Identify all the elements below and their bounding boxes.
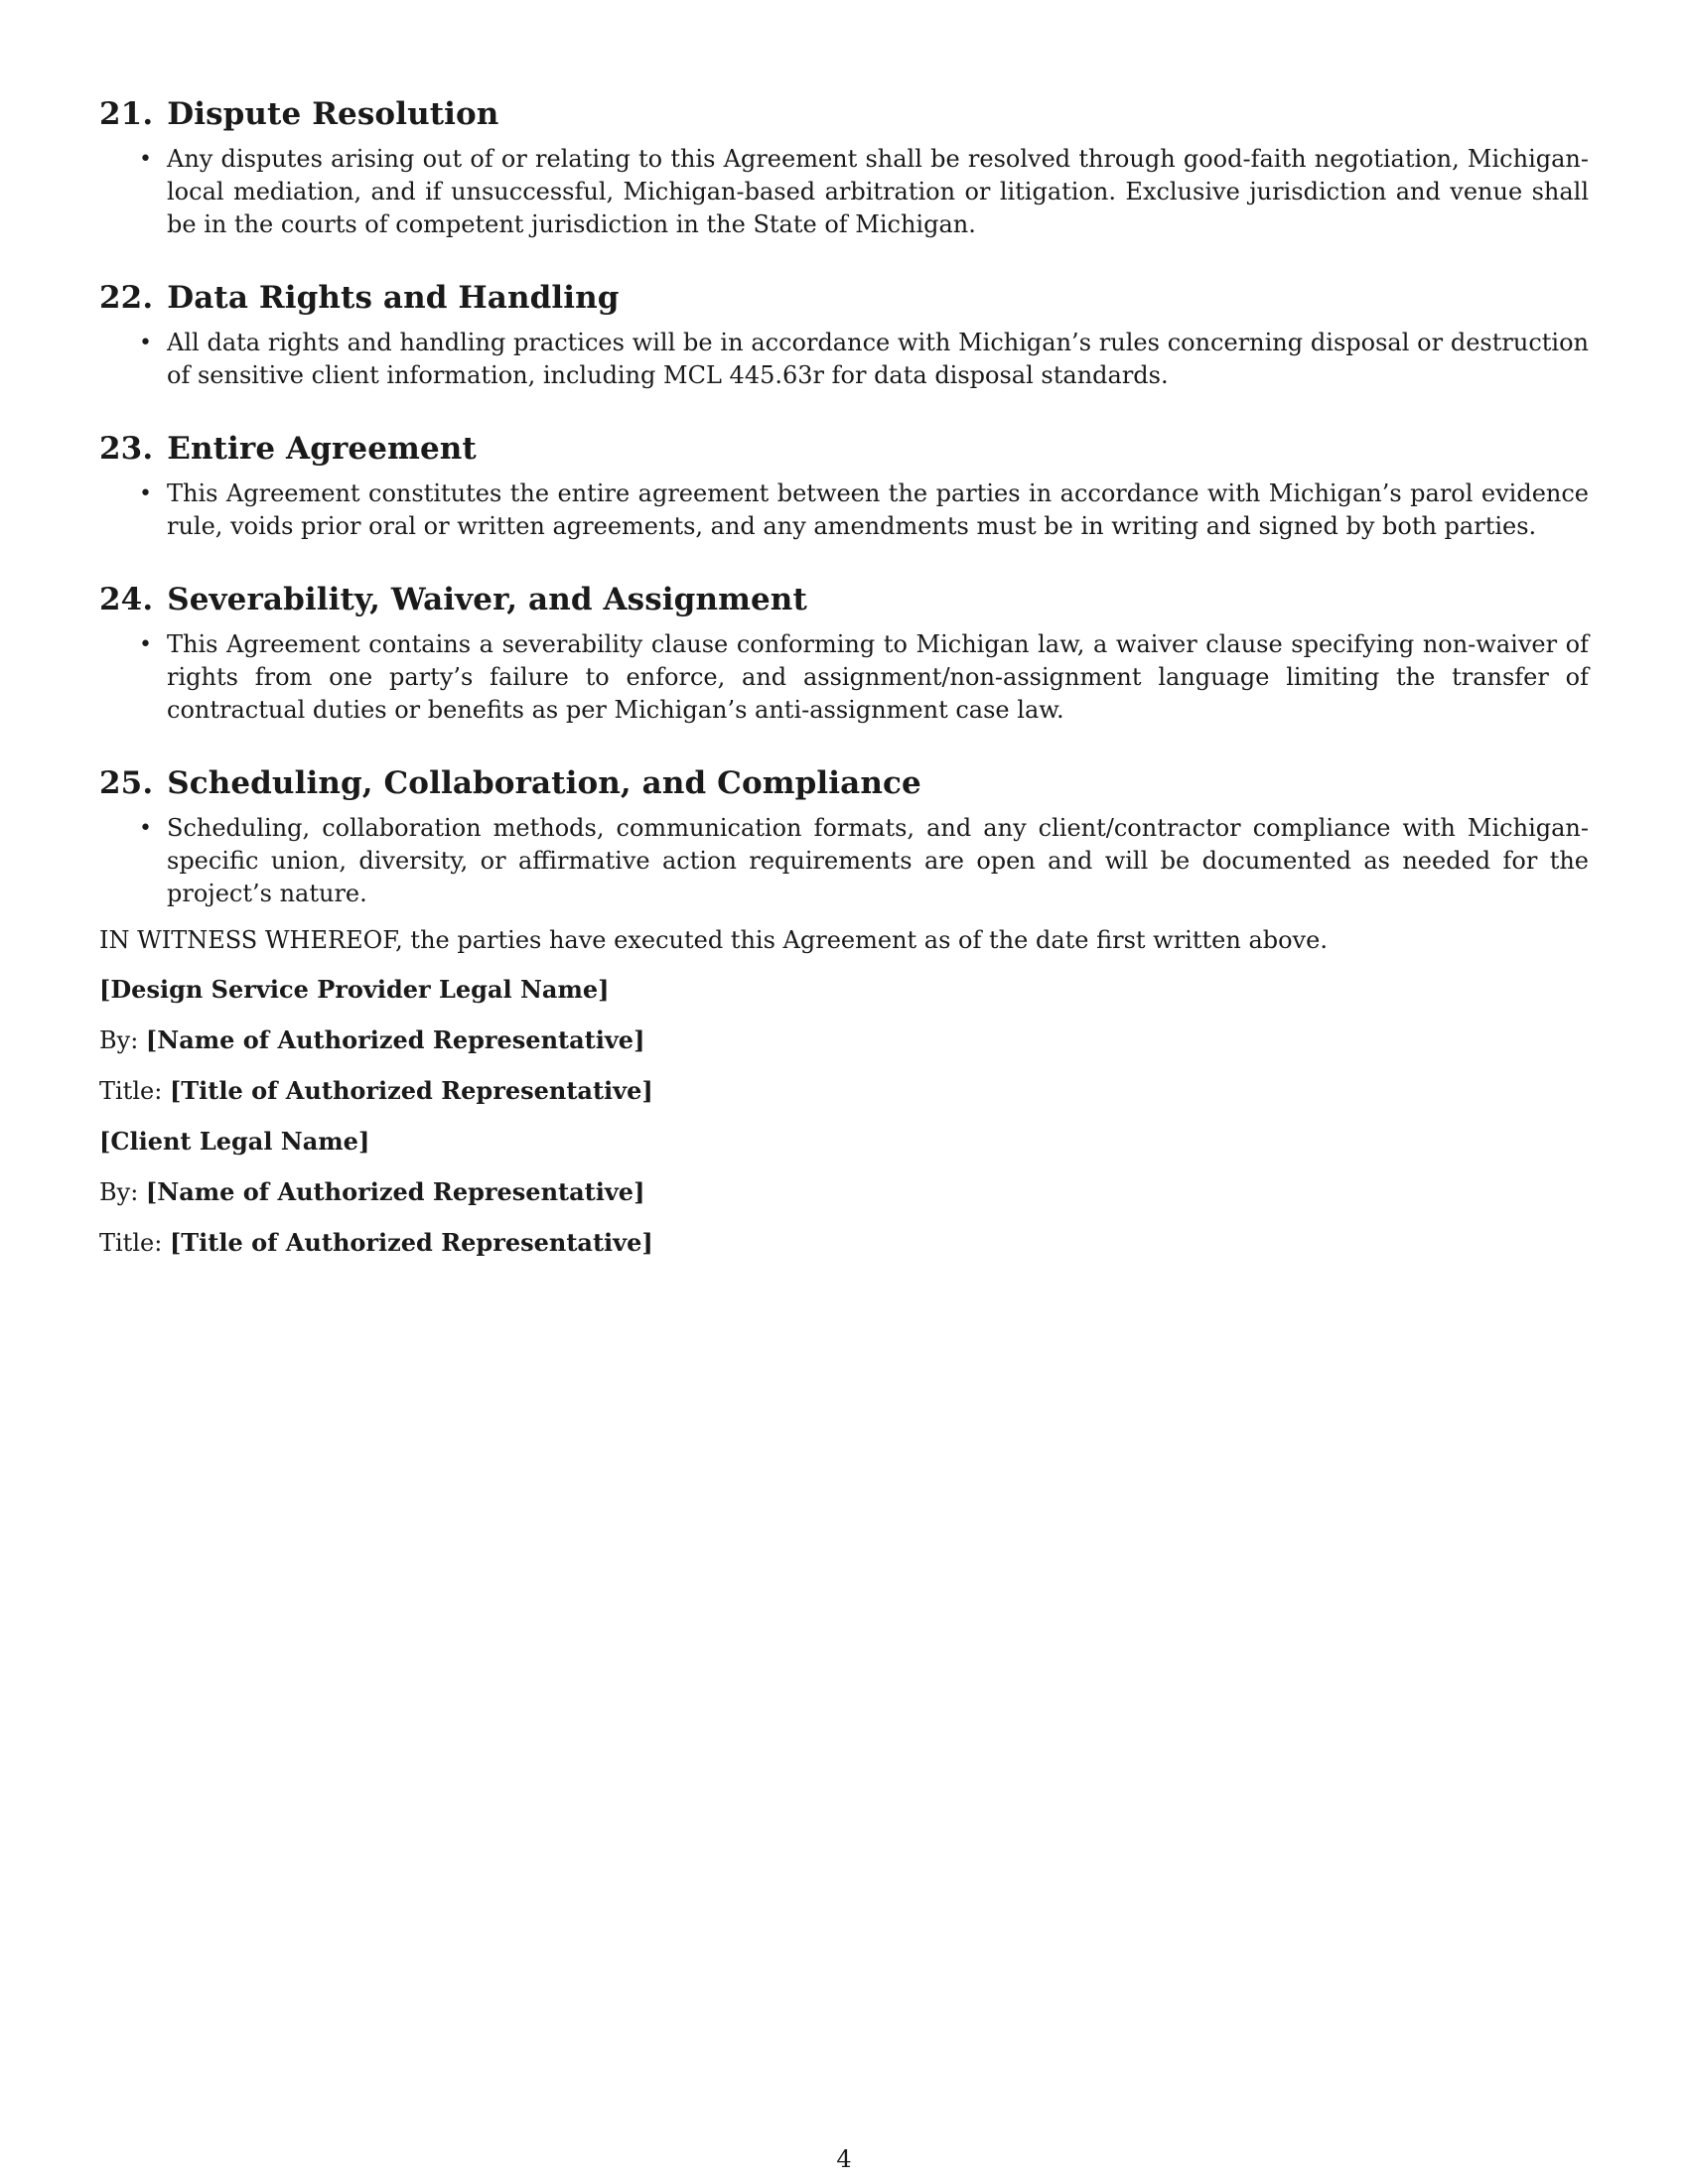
bullet-list xyxy=(99,327,1589,392)
section-title: Dispute Resolution xyxy=(167,96,499,132)
by-label: By: xyxy=(99,1178,139,1206)
section-22-data-rights xyxy=(99,277,1589,392)
bullet-list xyxy=(99,478,1589,543)
section-23-entire-agreement xyxy=(99,428,1589,543)
client-by-line xyxy=(99,1175,1589,1209)
title-label: Title: xyxy=(99,1077,163,1105)
page-number: 4 xyxy=(836,2145,852,2173)
section-number: 22. xyxy=(99,280,154,316)
title-label: Title: xyxy=(99,1229,163,1257)
client-name-value: [Client Legal Name] xyxy=(99,1127,370,1156)
bullet-text: This Agreement contains a severability clause conforming to Michigan law, a waiver clause specifying non-waiver of rights from one party’s failure to enforce, and assignment/non-assignment language limiting the transfer of contractual duties or benefits as per Michigan’s anti-assignment case law. xyxy=(167,630,1589,724)
client-signature-block xyxy=(99,1125,1589,1260)
provider-by-line xyxy=(99,1024,1589,1057)
list-item xyxy=(99,143,1589,241)
client-representative-title: [Title of Authorized Representative] xyxy=(169,1228,653,1257)
section-24-severability xyxy=(99,579,1589,727)
document-page xyxy=(99,93,1589,1277)
section-title: Entire Agreement xyxy=(167,431,477,467)
bullet-text: This Agreement constitutes the entire agreement between the parties in accordance with Michigan’s parol evidence rule, voids prior oral or written agreements, and any amendments must be in writing and signed by both parties. xyxy=(167,479,1589,540)
client-title-line xyxy=(99,1226,1589,1260)
section-number: 24. xyxy=(99,582,154,617)
section-title: Data Rights and Handling xyxy=(167,280,620,316)
provider-legal-name xyxy=(99,973,1589,1007)
section-21-dispute-resolution xyxy=(99,93,1589,241)
provider-representative-name: [Name of Authorized Representative] xyxy=(145,1025,645,1054)
section-number: 25. xyxy=(99,765,154,801)
provider-signature-block xyxy=(99,973,1589,1108)
bullet-text: Scheduling, collaboration methods, communication formats, and any client/contractor compliance with Michigan-specific union, diversity, or affirmative action requirements are open and will be documented as needed for the project’s nature. xyxy=(167,814,1589,907)
list-item xyxy=(99,812,1589,910)
provider-title-line xyxy=(99,1074,1589,1108)
section-title: Scheduling, Collaboration, and Compliance xyxy=(167,765,921,801)
section-title: Severability, Waiver, and Assignment xyxy=(167,582,807,617)
bullet-text: All data rights and handling practices will be in accordance with Michigan’s rules concerning disposal or destruction of sensitive client information, including MCL 445.63r for data disposal standards. xyxy=(167,329,1589,389)
client-legal-name xyxy=(99,1125,1589,1159)
witness-statement: IN WITNESS WHEREOF, the parties have executed this Agreement as of the date first written above. xyxy=(99,926,1328,954)
list-item xyxy=(99,327,1589,392)
provider-representative-title: [Title of Authorized Representative] xyxy=(169,1076,653,1105)
list-item xyxy=(99,478,1589,543)
section-heading xyxy=(99,428,1589,470)
section-heading xyxy=(99,579,1589,620)
section-heading xyxy=(99,93,1589,135)
bullet-text: Any disputes arising out of or relating to this Agreement shall be resolved through good-faith negotiation, Michigan-local mediation, and if unsuccessful, Michigan-based arbitration or litigation. Exclusive jurisdiction and venue shall be in the courts of competent jurisdiction in the State of Michigan. xyxy=(167,145,1589,238)
section-heading xyxy=(99,277,1589,319)
section-number: 23. xyxy=(99,431,154,467)
bullet-list xyxy=(99,812,1589,910)
bullet-list xyxy=(99,143,1589,241)
bullet-icon: • xyxy=(139,481,152,506)
bullet-list xyxy=(99,628,1589,727)
section-number: 21. xyxy=(99,96,154,132)
bullet-icon: • xyxy=(139,816,152,841)
by-label: By: xyxy=(99,1026,139,1054)
bullet-icon: • xyxy=(139,147,152,172)
list-item xyxy=(99,628,1589,727)
bullet-icon: • xyxy=(139,632,152,657)
bullet-icon: • xyxy=(139,331,152,355)
provider-name-value: [Design Service Provider Legal Name] xyxy=(99,975,610,1004)
section-heading xyxy=(99,762,1589,804)
section-25-scheduling xyxy=(99,762,1589,910)
client-representative-name: [Name of Authorized Representative] xyxy=(145,1177,645,1206)
